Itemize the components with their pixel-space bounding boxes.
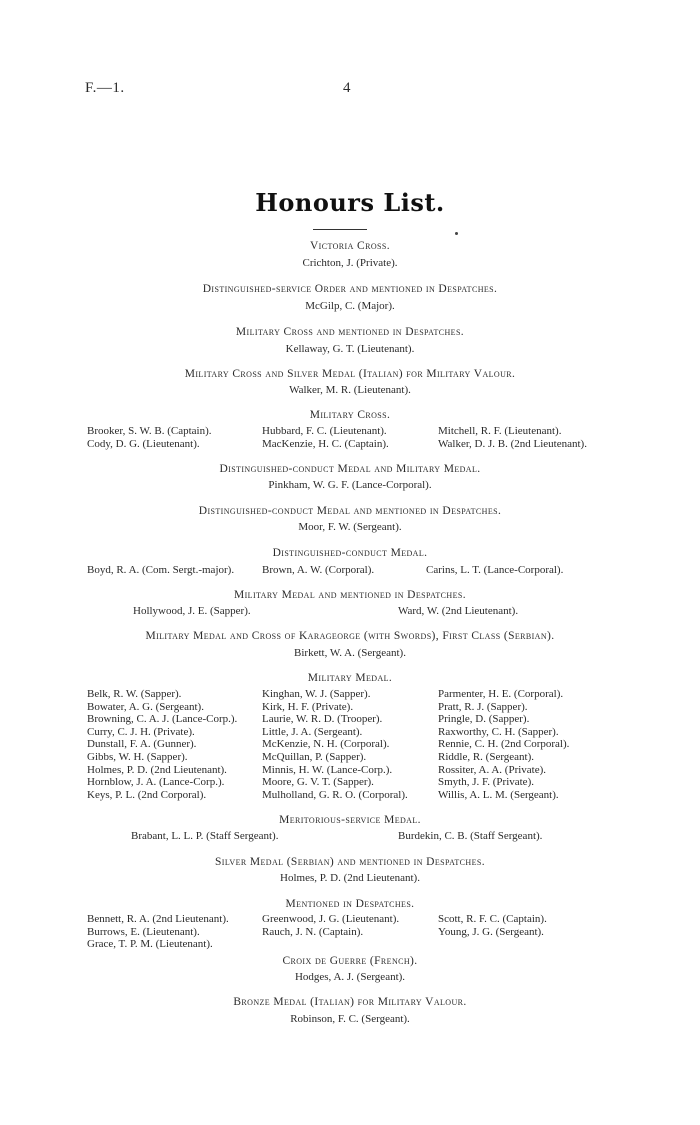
list-item: Browning, C. A. J. (Lance-Corp.). [87, 713, 238, 726]
list-item: Little, J. A. (Sergeant). [262, 725, 363, 738]
name-dcm-mm: Pinkham, W. G. F. (Lance-Corporal). [268, 479, 432, 491]
mm-column-1 [87, 688, 237, 801]
list-item: Willis, A. L. M. (Sergeant). [438, 788, 559, 801]
document-reference: F.—1. [85, 80, 125, 96]
list-item: MacKenzie, H. C. (Captain). [262, 437, 389, 450]
list-item: Walker, D. J. B. (2nd Lieutenant). [438, 437, 587, 450]
name-silver-serbian: Holmes, P. D. (2nd Lieutenant). [280, 872, 420, 884]
heading-mc-despatches: Military Cross and mentioned in Despatches. [235, 326, 465, 338]
list-item: Mitchell, R. F. (Lieutenant). [438, 425, 562, 437]
list-item: Rennie, C. H. (2nd Corporal). [438, 738, 570, 751]
heading-mm-karageorge: Military Medal and Cross of Karageorge (with Swords), First Class (Serbian). [145, 630, 555, 642]
heading-mentioned-despatches: Mentioned in Despatches. [285, 898, 415, 910]
heading-military-cross: Military Cross. [309, 409, 391, 421]
list-item: Rossiter, A. A. (Private). [438, 763, 547, 776]
heading-mm-despatches: Military Medal and mentioned in Despatches. [233, 589, 467, 601]
mc-column-2 [262, 425, 389, 450]
list-item: Smyth, J. F. (Private). [438, 776, 534, 789]
list-item: Bowater, A. G. (Sergeant). [87, 700, 204, 713]
heading-silver-serbian: Silver Medal (Serbian) and mentioned in Despatches. [214, 856, 486, 868]
heading-military-medal: Military Medal. [307, 672, 393, 684]
list-item: Laurie, W. R. D. (Trooper). [262, 713, 383, 726]
list-item: Scott, R. F. C. (Captain). [438, 913, 547, 925]
name-dso: McGilp, C. (Major). [305, 300, 395, 312]
name-mm-despatches-2: Ward, W. (2nd Lieutenant). [398, 605, 519, 617]
name-victoria-cross: Crichton, J. (Private). [302, 257, 398, 269]
list-item: Brooker, S. W. B. (Captain). [87, 425, 212, 437]
list-item: Riddle, R. (Sergeant). [438, 750, 535, 763]
list-item: Keys, P. L. (2nd Corporal). [87, 788, 207, 801]
mm-column-2 [262, 688, 408, 801]
heading-dso: Distinguished-service Order and mentioned in Despatches. [202, 283, 498, 295]
list-item: Rauch, J. N. (Captain). [262, 925, 364, 938]
title-rule [313, 229, 367, 230]
list-item: Curry, C. J. H. (Private). [87, 725, 195, 738]
heading-victoria-cross: Victoria Cross. [309, 240, 391, 252]
list-item: Greenwood, J. G. (Lieutenant). [262, 913, 400, 925]
page-number: 4 [343, 80, 351, 96]
list-item: Hubbard, F. C. (Lieutenant). [262, 425, 387, 437]
heading-croix-de-guerre: Croix de Guerre (French). [282, 955, 418, 967]
list-item: Mulholland, G. R. O. (Corporal). [262, 788, 408, 801]
name-mc-despatches: Kellaway, G. T. (Lieutenant). [285, 343, 415, 355]
heading-bronze-medal: Bronze Medal (Italian) for Military Valour. [233, 996, 467, 1008]
list-item: Pratt, R. J. (Sapper). [438, 700, 528, 713]
heading-dcm: Distinguished-conduct Medal. [272, 547, 428, 559]
name-mm-karageorge: Birkett, W. A. (Sergeant). [294, 647, 406, 659]
mid-column-1 [87, 913, 229, 951]
heading-msm: Meritorious-service Medal. [279, 814, 421, 826]
heading-dcm-mm: Distinguished-conduct Medal and Military Medal. [219, 463, 481, 475]
page-title: Honours List. [255, 188, 445, 217]
list-item: Holmes, P. D. (2nd Lieutenant). [87, 763, 227, 776]
mid-column-2 [262, 913, 399, 938]
list-item: Gibbs, W. H. (Sapper). [87, 750, 188, 763]
list-item: Bennett, R. A. (2nd Lieutenant). [87, 913, 229, 925]
list-item: Young, J. G. (Sergeant). [438, 925, 544, 938]
name-dcm-2: Brown, A. W. (Corporal). [262, 564, 375, 576]
mid-column-3 [438, 913, 547, 938]
list-item: Kirk, H. F. (Private). [262, 700, 354, 713]
mc-column-1 [87, 425, 212, 450]
list-item: McKenzie, N. H. (Corporal). [262, 738, 390, 751]
name-mm-despatches-1: Hollywood, J. E. (Sapper). [133, 605, 251, 617]
list-item: Cody, D. G. (Lieutenant). [87, 437, 200, 450]
name-msm-1: Brabant, L. L. P. (Staff Sergeant). [131, 830, 279, 842]
name-mc-italian: Walker, M. R. (Lieutenant). [289, 384, 411, 396]
heading-dcm-despatches: Distinguished-conduct Medal and mentioned in Despatches. [198, 505, 502, 517]
list-item: McQuillan, P. (Sapper). [262, 750, 367, 763]
name-croix-de-guerre: Hodges, A. J. (Sergeant). [294, 971, 406, 983]
name-msm-2: Burdekin, C. B. (Staff Sergeant). [398, 830, 543, 842]
list-item: Kinghan, W. J. (Sapper). [262, 688, 371, 700]
name-dcm-1: Boyd, R. A. (Com. Sergt.-major). [87, 564, 235, 576]
list-item: Raxworthy, C. H. (Sapper). [438, 725, 559, 738]
ink-dot [455, 232, 458, 235]
list-item: Pringle, D. (Sapper). [438, 713, 530, 726]
list-item: Dunstall, F. A. (Gunner). [87, 738, 197, 751]
name-dcm-despatches: Moor, F. W. (Sergeant). [298, 521, 402, 533]
list-item: Grace, T. P. M. (Lieutenant). [87, 938, 213, 951]
mc-column-3 [438, 425, 587, 450]
list-item: Belk, R. W. (Sapper). [87, 688, 182, 700]
heading-mc-italian: Military Cross and Silver Medal (Italian) for Military Valour. [184, 368, 516, 380]
list-item: Parmenter, H. E. (Corporal). [438, 688, 564, 700]
name-dcm-3: Carins, L. T. (Lance-Corporal). [426, 564, 564, 576]
list-item: Moore, G. V. T. (Sapper). [262, 776, 374, 789]
list-item: Hornblow, J. A. (Lance-Corp.). [87, 776, 225, 789]
name-bronze-medal: Robinson, F. C. (Sergeant). [290, 1013, 410, 1025]
list-item: Minnis, H. W. (Lance-Corp.). [262, 763, 393, 776]
list-item: Burrows, E. (Lieutenant). [87, 925, 200, 938]
mm-column-3 [438, 688, 569, 801]
